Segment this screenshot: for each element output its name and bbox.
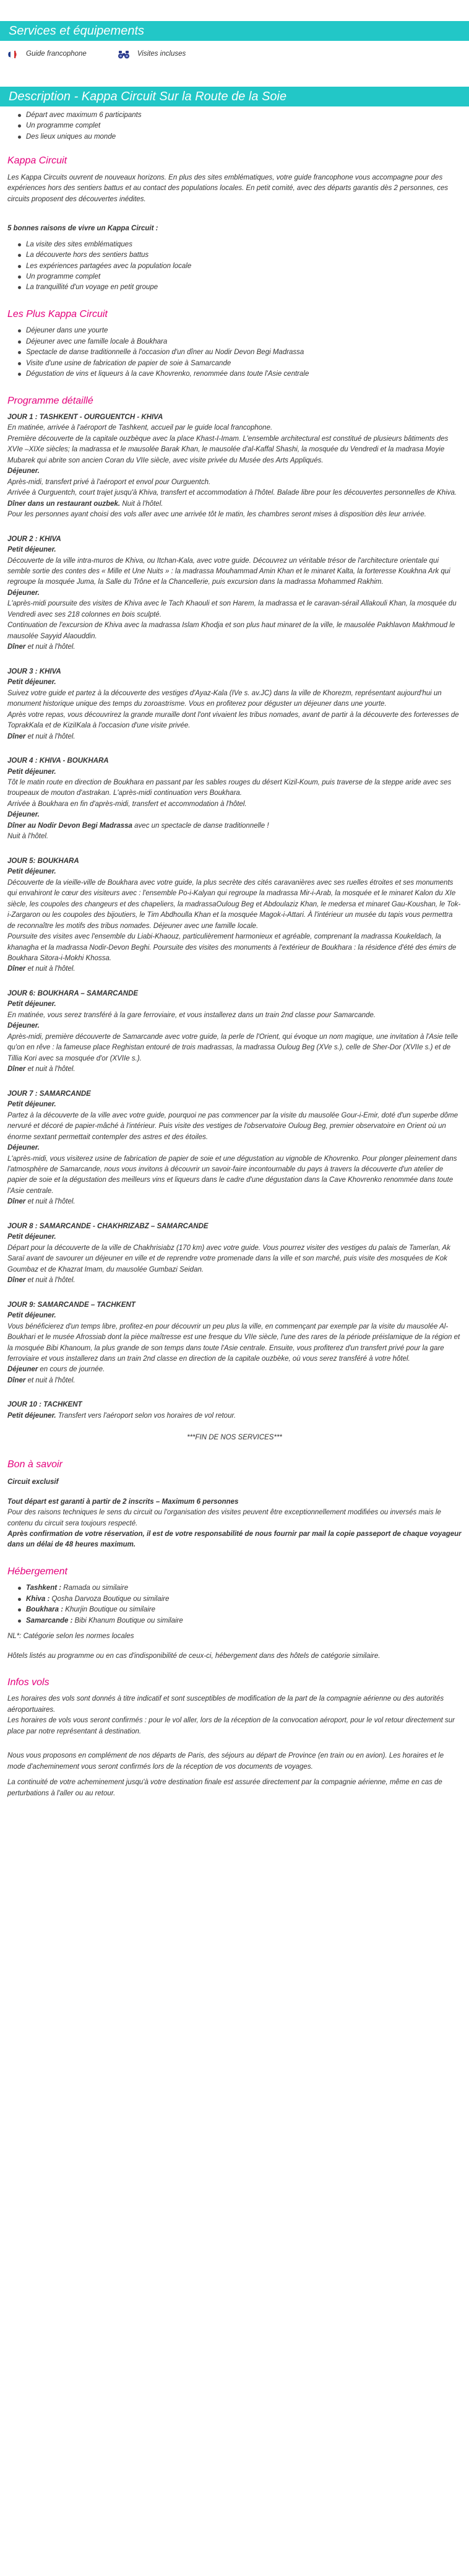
day-paragraph: Petit déjeuner. bbox=[7, 546, 56, 554]
day-paragraph: Partez à la découverte de la ville avec votre guide, pourquoi ne pas commencer par la visite du mausolée Gour-i-Emir, doté d'un superbe dôme nervuré et décoré de papier-mâché à l'intérieur. Puis visite des vestiges de l'observatoire Ouloug Beg, premier observatoire en Orient où un énorme sextant permettait contempler des astres et des étoiles. bbox=[7, 1111, 458, 1141]
program-day bbox=[7, 1221, 462, 1286]
day-title: JOUR 7 : SAMARCANDE bbox=[7, 1090, 91, 1098]
service-guide-label: Guide francophone bbox=[26, 50, 87, 58]
services-row bbox=[0, 41, 469, 68]
list-item: Spectacle de danse traditionnelle à l'occasion d'un dîner au Nodir Devon Begi Madrassa bbox=[26, 347, 462, 358]
day-paragraph: Petit déjeuner. Transfert vers l'aéroport selon vos horaires de vol retour. bbox=[7, 1412, 236, 1420]
list-item: La découverte hors des sentiers battus bbox=[26, 250, 462, 261]
list-item: Des lieux uniques au monde bbox=[26, 132, 462, 142]
hebergement-title: Hébergement bbox=[7, 1566, 67, 1577]
day-paragraph: Découverte de la ville intra-muros de Khiva, ou Itchan-Kala, avec votre guide. Découvrez un véritable trésor de l'architecture orientale qui semble sortie des contes des « Mille et Une Nuits » : la madrassa Mouhammad Amin Khan et le minaret Kalta, la forteresse Koukhna Ark qui regroupe la mosquée Juma, la Salle du Trône et la Chancellerie, puis excursion dans la madrassa Mohammed Rakhim. bbox=[7, 557, 450, 586]
program-day bbox=[7, 1400, 462, 1421]
day-paragraph: Dîner et nuit à l'hôtel. bbox=[7, 1277, 75, 1285]
day-paragraph: Dîner et nuit à l'hôtel. bbox=[7, 1065, 75, 1073]
bon-title: Bon à savoir bbox=[7, 1459, 62, 1470]
day-paragraph: Départ pour la découverte de la ville de Chakhrisiabz (170 km) avec votre guide. Vous pourrez visiter des vestiges du palais de Tamerlan, Ak Saraï avant de savourer un déjeuner en ville et de reprendre votre promenade dans la ville et son marché, puis visite des mosquées de Kok Goumbaz et de Khazrat Imam, du mausolée Gumbazi Seidan. bbox=[7, 1244, 450, 1273]
day-title: JOUR 2 : KHIVA bbox=[7, 535, 61, 543]
day-paragraph: Continuation de l'excursion de Khiva avec la madrassa Islam Khodja et son plus haut minaret de la ville, le mausolée Pakhlavon Makhmoud le mausolée Sayyid Alaouddin. bbox=[7, 622, 455, 640]
day-paragraph: Après votre repas, vous découvrirez la grande muraille dont l'ont vivaient les tribus nomades, avant de partir à la découverte des forteresses de ToprakKala et de KiziIKala à l'occasion d'une visite privée. bbox=[7, 711, 459, 730]
day-paragraph: Dîner dans un restaurant ouzbek. Nuit à l'hôtel. bbox=[7, 500, 163, 508]
day-paragraph: Poursuite des visites avec l'ensemble du Liabi-Khaouz, particulièrement harmonieux et agréable, comprenant la madrassa Koukeldach, la khanagha et la madrassa Nodir-Devon Beghi. Poursuite des visites des monuments à l'extérieur de Boukhara : la résidence d'été des émirs de Boukhara Sitora-i-Mokhi Khossa. bbox=[7, 933, 457, 962]
kappa-reasons bbox=[7, 240, 462, 293]
day-paragraph: Dîner et nuit à l'hôtel. bbox=[7, 1376, 75, 1384]
bon-p1: Tout départ est garanti à partir de 2 inscrits – Maximum 6 personnes bbox=[7, 1498, 239, 1506]
list-item: Boukhara : Khurjin Boutique ou similaire bbox=[26, 1605, 462, 1615]
kappa-title: Kappa Circuit bbox=[7, 155, 67, 167]
program-day bbox=[7, 989, 462, 1075]
day-title: JOUR 5: BOUKHARA bbox=[7, 857, 79, 865]
day-title: JOUR 4 : KHIVA - BOUKHARA bbox=[7, 757, 109, 765]
day-paragraph: Arrivée à Ourguentch, court trajet jusqu'à Khiva, transfert et accommodation à l'hôtel. Balade libre pour les découvertes personnelles de Khiva. bbox=[7, 489, 457, 497]
kappa-intro: Les Kappa Circuits ouvrent de nouveaux horizons. En plus des sites emblématiques, votre guide francophone vous accompagne pour des expériences hors des sentiers battus et au contact des populations locales. En petit comité, avec des départs garantis dès 2 personnes, ces circuits proposent des découvertes inédites. bbox=[7, 173, 449, 203]
program-day bbox=[7, 534, 462, 653]
services-header: Services et équipements bbox=[0, 21, 469, 41]
description-section bbox=[0, 110, 469, 1823]
list-item: La tranquillité d'un voyage en petit groupe bbox=[26, 282, 462, 293]
day-paragraph: Petit déjeuner. bbox=[7, 1000, 56, 1008]
list-item: Les expériences partagées avec la population locale bbox=[26, 261, 462, 272]
program-day bbox=[7, 1300, 462, 1387]
day-paragraph: En matinée, vous serez transféré à la gare ferroviaire, et vous installerez dans un train 2nd classe pour Samarcande. bbox=[7, 1011, 376, 1019]
vols-p1: Les horaires des vols sont donnés à titre indicatif et sont susceptibles de modification de la part de la compagnie aérienne ou des autorités aéroportuaires. bbox=[7, 1695, 444, 1714]
vols-title: Infos vols bbox=[7, 1677, 49, 1688]
list-item: La visite des sites emblématiques bbox=[26, 240, 462, 250]
vols-p4: La continuité de votre acheminement jusqu'à votre destination finale est assurée directement par la compagnie aérienne, même en cas de perturbations à l'aller ou au retour. bbox=[7, 1779, 442, 1797]
program-day bbox=[7, 412, 462, 521]
day-title: JOUR 8 : SAMARCANDE - CHAKHRIZABZ – SAMARCANDE bbox=[7, 1222, 209, 1230]
day-paragraph: Déjeuner. bbox=[7, 467, 40, 475]
day-paragraph: En matinée, arrivée à l'aéroport de Tashkent, accueil par le guide local francophone. bbox=[7, 424, 273, 432]
bon-subtitle: Circuit exclusif bbox=[7, 1478, 59, 1486]
list-item: Déjeuner dans une yourte bbox=[26, 326, 462, 336]
day-paragraph: Déjeuner. bbox=[7, 589, 40, 597]
day-paragraph: Suivez votre guide et partez à la découverte des vestiges d'Ayaz-Kala (IVe s. av.JC) dans la ville de Khorezm, représentant aujourd'hui un monument historique unique des temps du zoroastrisme. Vous en profiterez pour déguster un déjeuner dans une yourte. bbox=[7, 689, 442, 708]
program-day bbox=[7, 856, 462, 975]
day-paragraph: Dîner et nuit à l'hôtel. bbox=[7, 965, 75, 973]
day-paragraph: Après-midi, transfert privé à l'aéroport et envol pour Ourguentch. bbox=[7, 478, 211, 486]
service-visits-label: Visites incluses bbox=[137, 50, 186, 58]
binoculars-icon bbox=[118, 50, 130, 59]
list-item: Un programme complet bbox=[26, 272, 462, 282]
list-item: Départ avec maximum 6 participants bbox=[26, 110, 462, 121]
kappa-reasons-title: 5 bonnes raisons de vivre un Kappa Circuit : bbox=[7, 225, 158, 233]
day-paragraph: Arrivée à Boukhara en fin d'après-midi, transfert et accommodation à l'hôtel. bbox=[7, 800, 247, 808]
day-paragraph: L'après-midi, vous visiterez usine de fabrication de papier de soie et une dégustation au vignoble de Khovrenko. Pour plonger pleinement dans l'atmosphère de Samarcande, nous vous invitons à découvrir un savoir-faire incontournable du pays à travers la découverte d'un atelier de papier de soie et la dégustation des meilleurs vins et liqueurs dans le cadre d'une dégustation dans la Cave Khovrenko renommée dans toute l'Asie centrale. bbox=[7, 1155, 457, 1195]
program-day bbox=[7, 756, 462, 843]
hebergement-note: Hôtels listés au programme ou en cas d'indisponibilité de ceux-ci, hébergement dans des hôtels de catégorie similaire. bbox=[7, 1652, 381, 1660]
day-paragraph: Déjeuner en cours de journée. bbox=[7, 1366, 105, 1374]
day-paragraph: Petit déjeuner. bbox=[7, 868, 56, 876]
program-day bbox=[7, 667, 462, 742]
vols-p2: Les horaires de vols vous seront confirmés : pour le vol aller, lors de la réception de la convocation aéroport, pour le vol retour directement sur place par notre représentant à destination. bbox=[7, 1717, 455, 1735]
day-paragraph: Petit déjeuner. bbox=[7, 1312, 56, 1320]
french-flag-icon bbox=[7, 50, 19, 59]
day-paragraph: Pour les personnes ayant choisi des vols aller avec une arrivée tôt le matin, les chambres seront mises à disposition dès leur arrivée. bbox=[7, 511, 426, 519]
day-paragraph: Après-midi, première découverte de Samarcande avec votre guide, la perle de l'Orient, qui évoque un nom magique, une invitation à l'Asie telle qu'on en rêve : la fameuse place Reghistan entouré de trois madrassas, la madrassa Ouloug Beg (XVe s.), celle de Sher-Dor (XVIIe s.) et de Tillia Kori avec sa mosquée d'or (XVIIe s.). bbox=[7, 1033, 458, 1062]
day-paragraph: Vous bénéficierez d'un temps libre, profitez-en pour découvrir un peu plus la ville, en commençant par exemple par la visite du mausolée Al-Boukhari et le musée Afrossiab dont la pièce maîtresse est une fresque du VIIe siècle, l'une des rares de la période préislamique de la région et la mosquée Bibi Khanoum, la plus grande de son temps dans toute l'Asie centrale. Ensuite, vous profiterez d'un transfert privé pour la gare ferroviaire et vous installerez dans un train 2nd classe en direction de la capitale ouzbèke, où vous serez transféré à votre hôtel. bbox=[7, 1322, 460, 1363]
program-day bbox=[7, 1089, 462, 1208]
day-paragraph: Tôt le matin route en direction de Boukhara en passant par les sables rouges du désert Kizil-Koum, puis traverse de la steppe aride avec ses troupeaux de mouton d'astrakan. L'après-midi continuation vers Boukhara. bbox=[7, 778, 452, 797]
day-title: JOUR 9: SAMARCANDE – TACHKENT bbox=[7, 1301, 136, 1309]
day-paragraph: Dîner et nuit à l'hôtel. bbox=[7, 732, 75, 740]
list-item: Déjeuner avec une famille locale à Boukhara bbox=[26, 337, 462, 347]
day-paragraph: Déjeuner. bbox=[7, 1144, 40, 1152]
vols-p3: Nous vous proposons en complément de nos départs de Paris, des séjours au départ de Province (en train ou en avion). Les horaires et le mode d'acheminement vous seront confirmés lors de la réception de vos documents de voyages. bbox=[7, 1752, 444, 1771]
day-title: JOUR 1 : TASHKENT - OURGUENTCH - KHIVA bbox=[7, 413, 163, 421]
day-title: JOUR 10 : TACHKENT bbox=[7, 1401, 82, 1409]
list-item: Khiva : Qosha Darvoza Boutique ou similaire bbox=[26, 1594, 462, 1605]
day-paragraph: Petit déjeuner. bbox=[7, 679, 56, 687]
day-paragraph: L'après-midi poursuite des visites de Khiva avec le Tach Khaouli et son Harem, la madrassa et le caravan-sérail Allakouli Khan, la mosquée du Vendredi avec ses 218 colonnes en bois sculpté. bbox=[7, 600, 457, 618]
service-visits bbox=[118, 49, 186, 59]
plus-title: Les Plus Kappa Circuit bbox=[7, 308, 108, 319]
day-paragraph: Découverte de la vieille-ville de Boukhara avec votre guide, la plus secrète des cités caravanières avec ses ruelles étroites et ses monuments qui envahiront le cœur des visiteurs avec : l'ensemble Po-i-Kalyan qui regroupe la madrassa Mir-i-Arab, la mosquée et le minaret Kalon du XIe siècle, les coupoles des changeurs et des chapeliers, la madrassaOuloug Beg et Abdoulaziz Khan, le medersa et minaret Gau-Koushan, le Tok-i-Zargaron ou les coupoles des bijoutiers, le Tim Abdhoulla Khan et la mosquée Magok-i-Attari. À l'intérieur un musée du tapis vous permettra de reconnaître les motifs des tribus nomades. Déjeuner avec une famille locale. bbox=[7, 878, 461, 930]
description-header: Description - Kappa Circuit Sur la Route de la Soie bbox=[0, 87, 469, 106]
day-paragraph: Dîner et nuit à l'hôtel. bbox=[7, 643, 75, 651]
day-paragraph: Petit déjeuner. bbox=[7, 768, 56, 776]
service-guide bbox=[7, 49, 87, 59]
day-paragraph: Dîner et nuit à l'hôtel. bbox=[7, 1198, 75, 1206]
hebergement-nl: NL*: Catégorie selon les normes locales bbox=[7, 1633, 134, 1641]
bon-p3: Après confirmation de votre réservation, il est de votre responsabilité de nous fournir par mail la copie passeport de chaque voyageur dans un délai de 48 heures maximum. bbox=[7, 1530, 462, 1549]
day-paragraph: Petit déjeuner. bbox=[7, 1101, 56, 1109]
day-paragraph: Dîner au Nodir Devon Begi Madrassa avec un spectacle de danse traditionnelle ! bbox=[7, 822, 269, 830]
bon-p2: Pour des raisons techniques le sens du circuit ou l'organisation des visites peuvent être exceptionnellement modifiées ou inversés mais le contenu du circuit sera toujours respecté. bbox=[7, 1509, 441, 1527]
day-paragraph: Nuit à l'hôtel. bbox=[7, 833, 49, 841]
day-title: JOUR 6: BOUKHARA – SAMARCANDE bbox=[7, 989, 139, 997]
program-days bbox=[7, 412, 462, 1421]
description-bullets bbox=[7, 110, 462, 142]
end-of-services: ***FIN DE NOS SERVICES*** bbox=[187, 1434, 282, 1442]
list-item: Un programme complet bbox=[26, 121, 462, 131]
program-title: Programme détaillé bbox=[7, 395, 93, 406]
day-paragraph: Déjeuner. bbox=[7, 811, 40, 819]
hebergement-list bbox=[7, 1583, 462, 1626]
plus-list bbox=[7, 326, 462, 379]
day-paragraph: Première découverte de la capitale ouzbèque avec la place Khast-I-Imam. L'ensemble architectural est constitué de plusieurs bâtiments des XVIe –XIXe siècles; la madrassa et le mausolée Barak Khan, le mausolée d'al-Kaffal Shashi, la mosquée du Vendredi et la madrasa Moyie Mubarek qui abrite son ancien Coran du VIIe siècle, avec visite privée du Musée des Arts Appliqués. bbox=[7, 435, 449, 464]
day-paragraph: Déjeuner. bbox=[7, 1022, 40, 1030]
list-item: Dégustation de vins et liqueurs à la cave Khovrenko, renommée dans toute l'Asie centrale bbox=[26, 369, 462, 379]
list-item: Visite d'une usine de fabrication de papier de soie à Samarcande bbox=[26, 358, 462, 369]
day-paragraph: Petit déjeuner. bbox=[7, 1233, 56, 1241]
day-title: JOUR 3 : KHIVA bbox=[7, 667, 61, 675]
list-item: Samarcande : Bibi Khanum Boutique ou similaire bbox=[26, 1616, 462, 1626]
list-item: Tashkent : Ramada ou similaire bbox=[26, 1583, 462, 1594]
